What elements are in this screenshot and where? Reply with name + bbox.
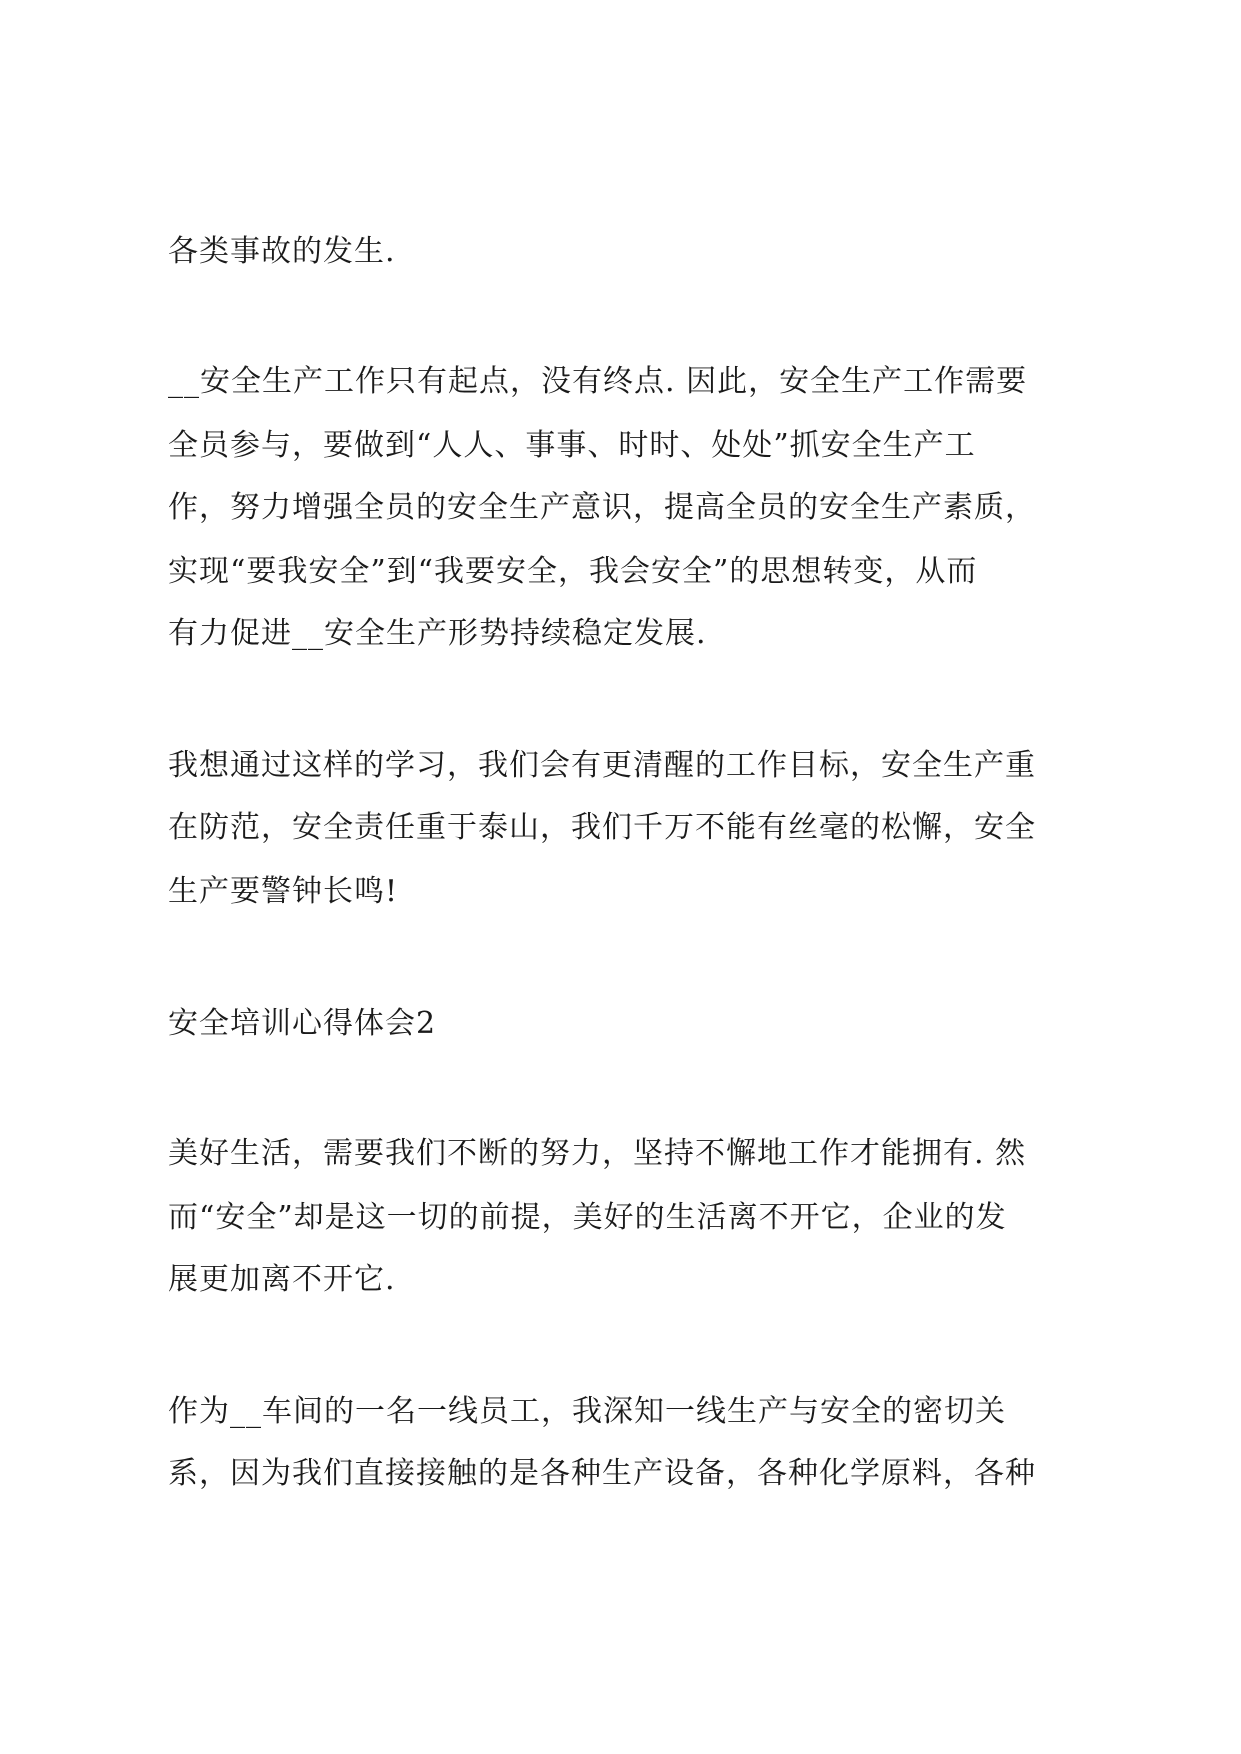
- text-line: 我想通过这样的学习，我们会有更清醒的工作目标，安全生产重: [168, 748, 1036, 783]
- text-line: 在防范，安全责任重于泰山，我们千万不能有丝毫的松懈，安全: [168, 810, 1036, 845]
- text-line: 全员参与，要做到“人人、事事、时时、处处”抓安全生产工: [168, 428, 976, 463]
- text-line: __安全生产工作只有起点，没有终点. 因此，安全生产工作需要: [168, 364, 1028, 399]
- section-title: 安全培训心得体会2: [168, 1006, 437, 1041]
- text-line: 各类事故的发生.: [168, 234, 396, 269]
- text-line: 生产要警钟长鸣!: [168, 874, 399, 909]
- text-line: 而“安全”却是这一切的前提，美好的生活离不开它，企业的发: [168, 1200, 1007, 1235]
- text-line: 展更加离不开它.: [168, 1262, 396, 1297]
- text-line: 有力促进__安全生产形势持续稳定发展.: [168, 616, 707, 651]
- text-line: 美好生活，需要我们不断的努力，坚持不懈地工作才能拥有. 然: [168, 1136, 1027, 1171]
- text-line: 实现“要我安全”到“我要安全，我会安全”的思想转变，从而: [168, 554, 978, 589]
- text-line: 作为__车间的一名一线员工，我深知一线生产与安全的密切关: [168, 1394, 1006, 1429]
- text-line: 作，努力增强全员的安全生产意识，提高全员的安全生产素质，: [168, 490, 1036, 525]
- text-line: 系，因为我们直接接触的是各种生产设备，各种化学原料，各种: [168, 1456, 1036, 1491]
